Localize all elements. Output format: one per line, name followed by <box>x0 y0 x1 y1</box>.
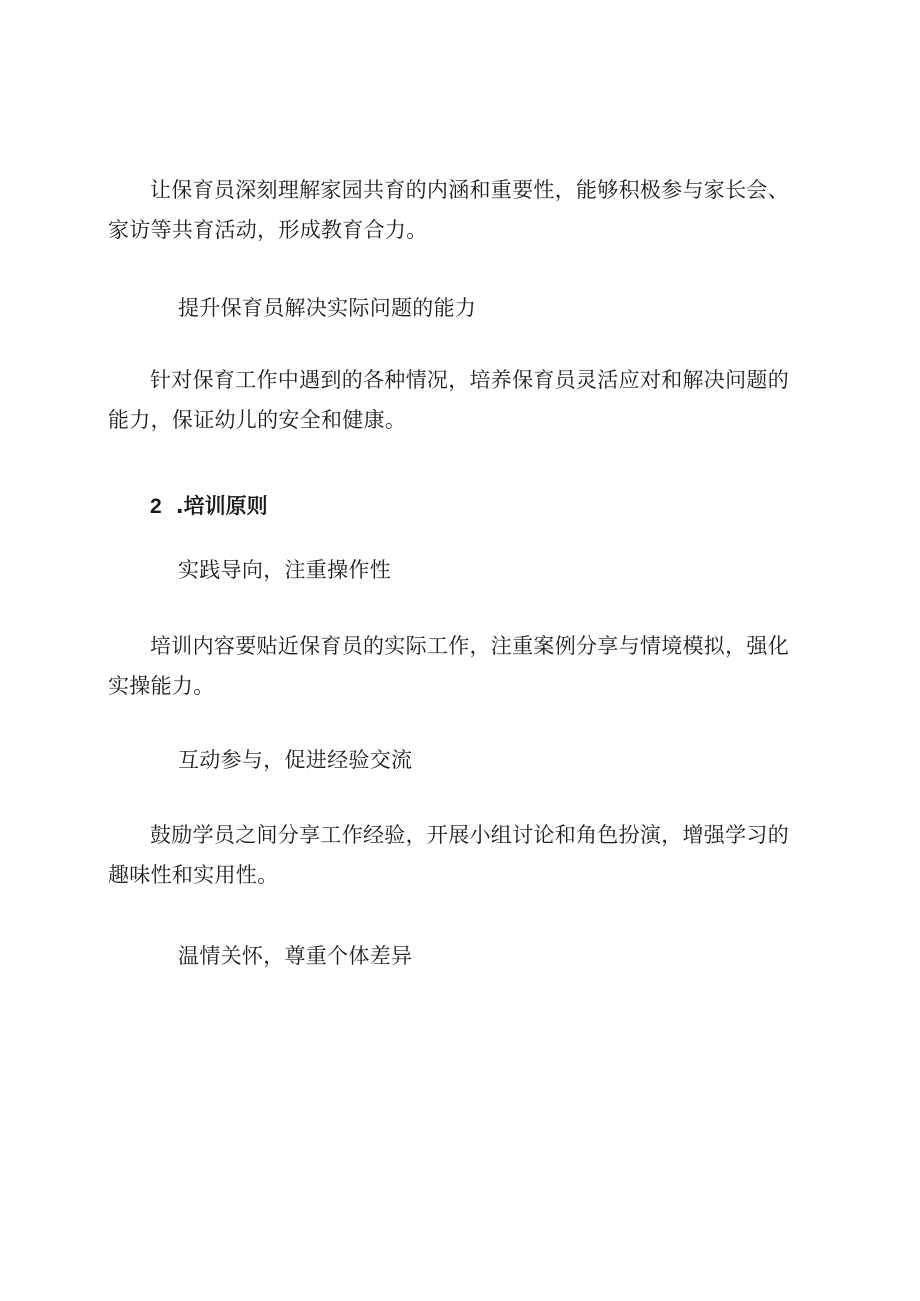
section-number: 2 <box>150 495 162 518</box>
paragraph-problem-solving: 针对保育工作中遇到的各种情况，培养保育员灵活应对和解决问题的能力，保证幼儿的安全和健康。 <box>108 368 789 432</box>
section-title: .培训原则 <box>175 494 268 518</box>
section-heading-training-principles <box>150 491 268 522</box>
subheading-practice-oriented: 实践导向，注重操作性 <box>178 558 391 582</box>
subheading-interactive-participation: 互动参与，促进经验交流 <box>178 748 413 772</box>
paragraph-practice-oriented: 培训内容要贴近保育员的实际工作，注重案例分享与情境模拟，强化实操能力。 <box>108 634 789 698</box>
subheading-problem-solving: 提升保育员解决实际问题的能力 <box>178 296 477 320</box>
paragraph-interactive-participation: 鼓励学员之间分享工作经验，开展小组讨论和角色扮演，增强学习的趣味性和实用性。 <box>108 823 789 887</box>
subheading-warm-care: 温情关怀，尊重个体差异 <box>178 944 413 968</box>
paragraph-home-school-coeducation: 让保育员深刻理解家园共育的内涵和重要性，能够积极参与家长会、家访等共育活动，形成教育合力。 <box>108 178 789 242</box>
